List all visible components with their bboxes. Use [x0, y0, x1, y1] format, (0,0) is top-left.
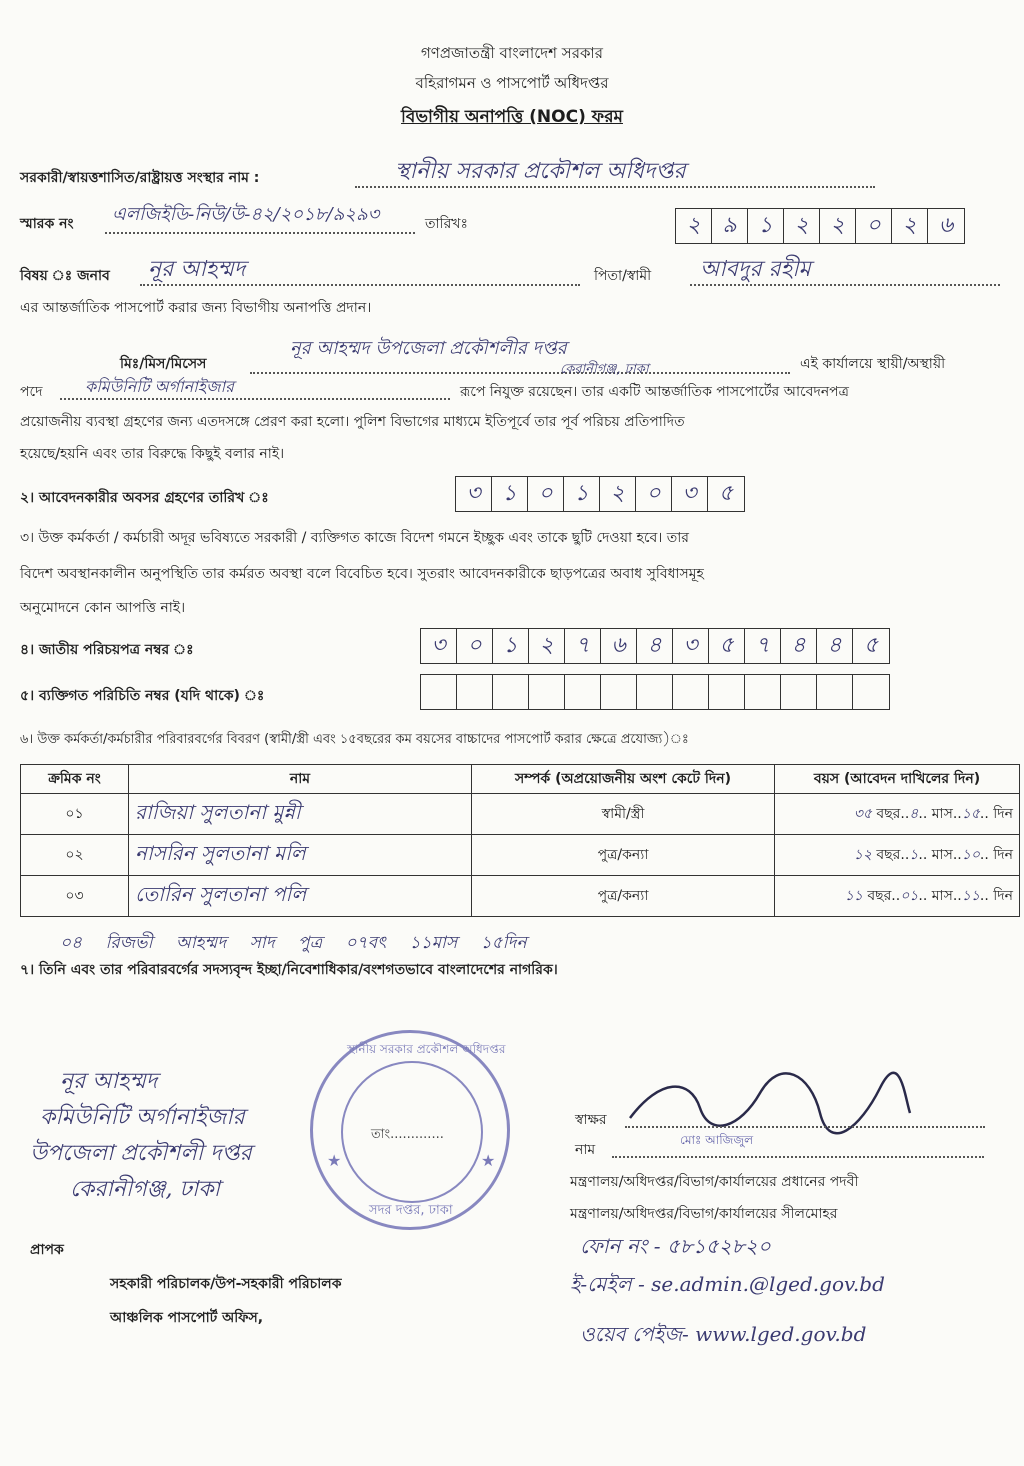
- web-text: ওয়েব পেইজ- www.lged.gov.bd: [580, 1322, 867, 1346]
- subject-value: নূর আহম্মদ: [148, 257, 246, 282]
- age-day-word: দিন: [993, 888, 1013, 904]
- note-line-4: কেরানীগঞ্জ, ঢাকা: [70, 1177, 221, 1202]
- table-row: [21, 876, 1020, 917]
- age-days: ১৫: [961, 806, 980, 822]
- age-month-word: মাস: [931, 888, 953, 904]
- mr-dotline: [250, 372, 790, 374]
- col-age: বয়স (আবেদন দাখিলের দিন): [775, 765, 1020, 794]
- digit-box: [493, 675, 529, 709]
- post-value: কমিউনিটি অর্গানাইজার: [85, 377, 234, 396]
- digit-box: [601, 675, 637, 709]
- recipient-label: প্রাপক: [30, 1242, 64, 1258]
- mr-value: নূর আহম্মদ উপজেলা প্রকৌশলীর দপ্তর: [290, 338, 567, 359]
- age-months: ১: [909, 847, 919, 863]
- digit-box: [745, 675, 781, 709]
- cell-name: তোরিন সুলতানা পলি: [129, 876, 472, 917]
- digit-box: [457, 675, 493, 709]
- age-year-word: বছর: [876, 806, 901, 822]
- digit-box: ৪: [781, 629, 817, 663]
- age-year-word: বছর: [876, 847, 901, 863]
- item3-line-c: অনুমোদনে কোন আপত্তি নাই।: [20, 600, 186, 616]
- age-years: ৩৫: [853, 806, 872, 822]
- citizen-text: ৭। তিনি এবং তার পরিবারবর্গের সদস্যবৃন্দ ইচ্ছা/নিবেশাধিকার/বংশগতভাবে বাংলাদেশের নাগরিক।: [20, 962, 558, 978]
- office-seal: [310, 1030, 510, 1230]
- digit-box: [529, 675, 565, 709]
- digit-box: ০: [636, 477, 672, 511]
- family-extra-row: ০৪ রিজভী আহম্মদ সাদ পুত্র ০৭বৎ ১১মাস ১৫দিন: [60, 933, 527, 953]
- family-table: [20, 764, 1020, 917]
- seal-bottom-text: সদর দপ্তর, ঢাকা: [369, 1203, 453, 1218]
- memo-value: এলজিইডি-নিউ/উ-৪২/২০১৮/৯২৯৩: [112, 204, 380, 225]
- retire-boxes: [455, 476, 745, 512]
- age-day-word: দিন: [993, 806, 1013, 822]
- org-label: সরকারী/স্বায়ত্তশাসিত/রাষ্ট্রায়ত্ত সংস্থার নাম :: [20, 170, 260, 186]
- date-boxes: [675, 208, 965, 244]
- designation-label: মন্ত্রণালয়/অধিদপ্তর/বিভাগ/কার্যালয়ের প্রধানের পদবী: [570, 1174, 859, 1190]
- digit-box: ০: [528, 477, 564, 511]
- form-title: বিভাগীয় অনাপত্তি (NOC) ফরম: [401, 107, 623, 127]
- age-year-word: বছর: [867, 888, 892, 904]
- digit-box: ৬: [938, 212, 954, 238]
- seal-date-label: তাং.............: [371, 1127, 444, 1142]
- pin-boxes: [420, 674, 890, 710]
- digit-box: ২: [820, 209, 856, 243]
- cell-name: রাজিয়া সুলতানা মুন্নী: [129, 794, 472, 835]
- post-label: পদে: [20, 384, 43, 400]
- digit-box: ২: [529, 629, 565, 663]
- cell-age: ৩৫ বছর..৪.. মাস..১৫.. দিন: [775, 794, 1020, 835]
- age-month-word: মাস: [931, 806, 953, 822]
- date-label: তারিখঃ: [425, 216, 468, 232]
- org-value: স্থানীয় সরকার প্রকৌশল অধিদপ্তর: [395, 159, 686, 184]
- seal-top-text: স্থানীয় সরকার প্রকৌশল অধিদপ্তর: [347, 1042, 506, 1056]
- subject-label: বিষয় ঃ জনাব: [20, 268, 110, 284]
- digit-box: ৫: [709, 629, 745, 663]
- header-line-2: বহিরাগমন ও পাসপোর্ট অধিদপ্তর: [415, 74, 609, 92]
- digit-box: ৬: [601, 629, 637, 663]
- digit-box: [421, 675, 457, 709]
- purpose-text: এর আন্তর্জাতিক পাসপোর্ট করার জন্য বিভাগীয় অনাপত্তি প্রদান।: [20, 300, 372, 316]
- stamp-name: মোঃ আজিজুল: [680, 1133, 754, 1147]
- cell-relation: পুত্র/কন্যা: [472, 876, 775, 917]
- digit-box: ৩: [421, 629, 457, 663]
- cell-serial: ০৩: [21, 876, 129, 917]
- name-dotline: [612, 1156, 984, 1158]
- memo-label: স্মারক নং: [20, 216, 74, 232]
- digit-box: [709, 675, 745, 709]
- digit-box: ৩: [672, 477, 708, 511]
- digit-box: [637, 675, 673, 709]
- office-text: এই কার্যালয়ে স্থায়ী/অস্থায়ী: [800, 356, 946, 372]
- digit-box: [565, 675, 601, 709]
- note-line-2: কমিউনিটি অর্গানাইজার: [40, 1105, 245, 1130]
- digit-box: ০: [856, 209, 892, 243]
- retire-label: ২। আবেদনকারীর অবসর গ্রহণের তারিখ ঃ: [20, 490, 269, 506]
- cell-serial: ০২: [21, 835, 129, 876]
- digit-box: ৫: [863, 632, 879, 658]
- digit-box: ৭: [565, 629, 601, 663]
- digit-box: ৫: [718, 480, 734, 506]
- cell-name: নাসরিন সুলতানা মলি: [129, 835, 472, 876]
- digit-box: ২: [600, 477, 636, 511]
- post-value-2: কেরানীগঞ্জ, ঢাকা: [560, 362, 649, 377]
- para1-line-b: প্রয়োজনীয় ব্যবস্থা গ্রহণের জন্য এতদসঙ্গে প্রেরণ করা হলো। পুলিশ বিভাগের মাধ্যমে ইতিপূর্বে তার পূর্ব পরিচয় প্রতিপাদিত: [20, 414, 685, 430]
- digit-box: ১: [748, 209, 784, 243]
- family-label: ৬। উক্ত কর্মকর্তা/কর্মচারীর পরিবারবর্গের বিবরণ (স্বামী/স্ত্রী এবং ১৫বছরের কম বয়সের বাচ্চাদের পাসপোর্ট করার ক্ষেত্রে প্রযোজ্য)ঃ: [20, 732, 689, 747]
- cell-age: ১২ বছর..১.. মাস..১০.. দিন: [775, 835, 1020, 876]
- digit-box: ০: [457, 629, 493, 663]
- digit-box: [781, 675, 817, 709]
- digit-box: [673, 675, 709, 709]
- note-line-3: উপজেলা প্রকৌশলী দপ্তর: [30, 1141, 252, 1166]
- family-table-header: [21, 765, 1020, 794]
- digit-box: ২: [892, 209, 928, 243]
- age-years: ১১: [844, 888, 863, 904]
- digit-box: ১: [564, 477, 600, 511]
- digit-box: ১: [492, 477, 528, 511]
- seal-label: মন্ত্রণালয়/অধিদপ্তর/বিভাগ/কার্যালয়ের সীলমোহর: [570, 1206, 838, 1222]
- digit-box: ৭: [745, 629, 781, 663]
- col-name: নাম: [129, 765, 472, 794]
- age-months: ০১: [900, 888, 919, 904]
- mr-label: মিঃ/মিস/মিসেস: [120, 356, 207, 372]
- email-text: ই-মেইল - se.admin.@lged.gov.bd: [570, 1272, 885, 1296]
- age-months: ৪: [909, 806, 919, 822]
- recipient-line-1: সহকারী পরিচালক/উপ-সহকারী পরিচালক: [110, 1276, 342, 1292]
- item3-line-a: ৩। উক্ত কর্মকর্তা / কর্মচারী অদূর ভবিষ্যতে সরকারী / ব্যক্তিগত কাজে বিদেশ গমনে ইচ্ছুক এবং তাকে ছুটি দেওয়া হবে। তার: [20, 530, 689, 546]
- nid-boxes: [420, 628, 890, 664]
- digit-box: ১: [493, 629, 529, 663]
- col-serial: ক্রমিক নং: [21, 765, 129, 794]
- father-label: পিতা/স্বামী: [594, 268, 652, 284]
- age-days: ১১: [961, 888, 980, 904]
- table-row: [21, 835, 1020, 876]
- name-label: নাম: [575, 1142, 596, 1158]
- pin-label: ৫। ব্যক্তিগত পরিচিতি নম্বর (যদি থাকে) ঃ: [20, 688, 265, 704]
- digit-box: ২: [784, 209, 820, 243]
- age-month-word: মাস: [931, 847, 953, 863]
- col-relation: সম্পর্ক (অপ্রয়োজনীয় অংশ কেটে দিন): [472, 765, 775, 794]
- memo-dotline: [105, 232, 415, 234]
- digit-box: ৪: [637, 629, 673, 663]
- seal-star-right-icon: ★: [481, 1151, 496, 1170]
- item3-line-b: বিদেশ অবস্থানকালীন অনুপস্থিতি তার কর্মরত অবস্থা বলে বিবেচিত হবে। সুতরাং আবেদনকারীকে ছাড়পত্রের অবাধ সুবিধাসমূহ: [20, 566, 704, 582]
- cell-relation: স্বামী/স্ত্রী: [472, 794, 775, 835]
- digit-box: [817, 675, 853, 709]
- digit-box: ২: [676, 209, 712, 243]
- cell-age: ১১ বছর..০১.. মাস..১১.. দিন: [775, 876, 1020, 917]
- age-days: ১০: [961, 847, 980, 863]
- seal-star-left-icon: ★: [327, 1151, 342, 1170]
- header-line-1: গণপ্রজাতন্ত্রী বাংলাদেশ সরকার: [420, 44, 604, 62]
- sign-dotline: [625, 1126, 985, 1128]
- para1-line-c: হয়েছে/হয়নি এবং তার বিরুদ্ধে কিছুই বলার নাই।: [20, 446, 285, 462]
- age-day-word: দিন: [993, 847, 1013, 863]
- recipient-line-2: আঞ্চলিক পাসপোর্ট অফিস,: [110, 1310, 264, 1326]
- para1-line-a: রূপে নিযুক্ত রয়েছেন। তার একটি আন্তর্জাতিক পাসপোর্টের আবেদনপত্র: [460, 384, 849, 400]
- age-years: ১২: [853, 847, 872, 863]
- cell-serial: ০১: [21, 794, 129, 835]
- digit-box: ৪: [817, 629, 853, 663]
- nid-label: ৪। জাতীয় পরিচয়পত্র নম্বর ঃ: [20, 642, 194, 658]
- note-line-1: নূর আহম্মদ: [60, 1069, 158, 1094]
- table-row: [21, 794, 1020, 835]
- digit-box: ৩: [673, 629, 709, 663]
- cell-relation: পুত্র/কন্যা: [472, 835, 775, 876]
- sign-label: স্বাক্ষর: [575, 1112, 607, 1128]
- digit-box: [853, 675, 889, 709]
- phone-text: ফোন নং - ৫৮১৫২৮২০: [580, 1234, 771, 1258]
- digit-box: ৩: [456, 477, 492, 511]
- digit-box: ৯: [712, 209, 748, 243]
- father-value: আবদুর রহীম: [700, 257, 811, 282]
